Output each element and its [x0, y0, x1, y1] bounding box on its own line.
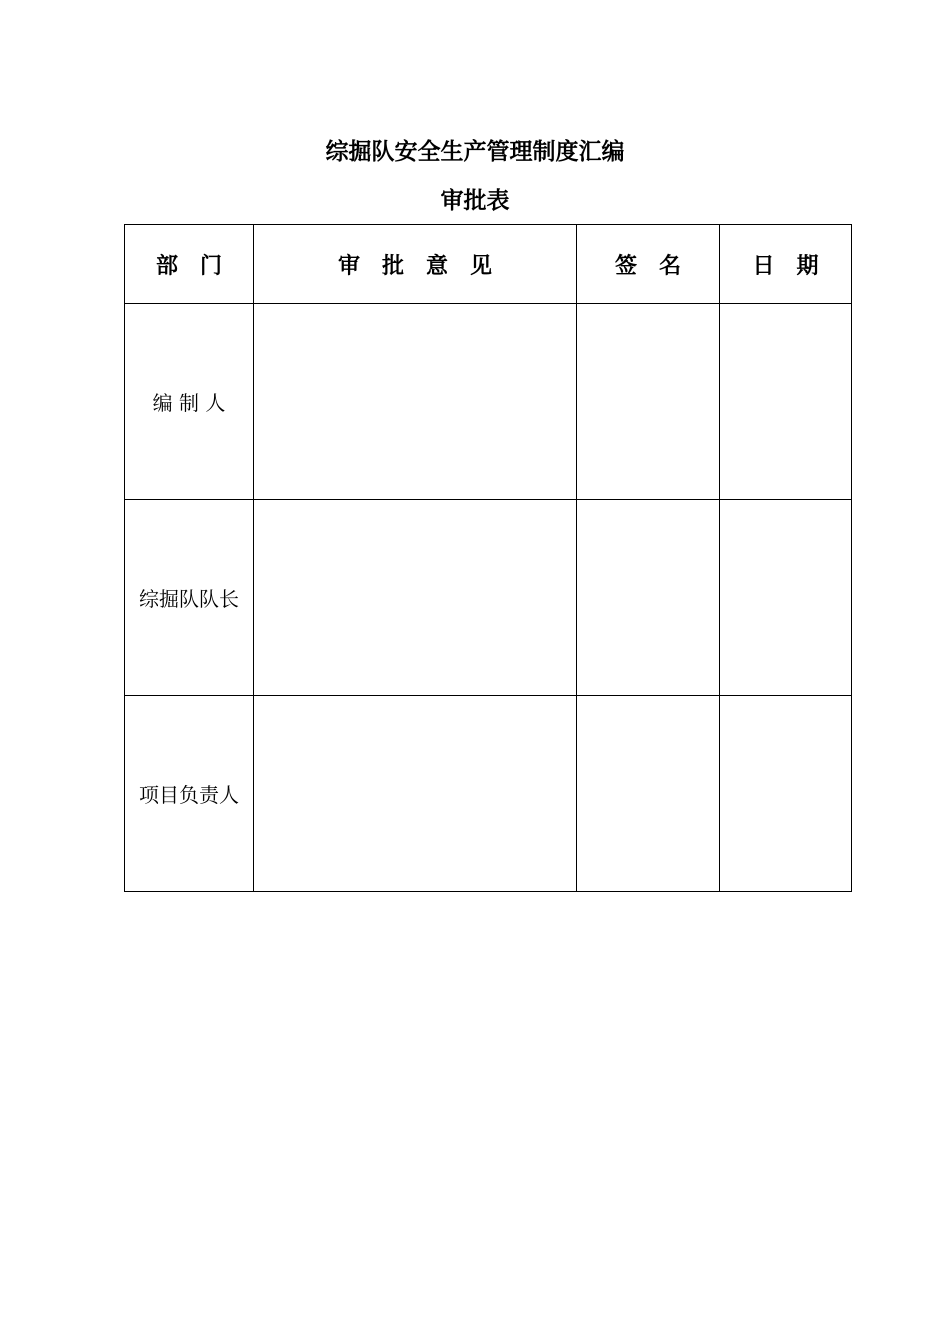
signature-cell[interactable] — [577, 304, 720, 500]
opinion-cell[interactable] — [254, 304, 577, 500]
table-row — [125, 500, 852, 696]
table-header-row — [125, 225, 852, 304]
opinion-cell[interactable] — [254, 696, 577, 892]
department-cell: 项目负责人 — [125, 696, 254, 892]
opinion-cell[interactable] — [254, 500, 577, 696]
department-cell: 编 制 人 — [125, 304, 254, 500]
date-cell[interactable] — [720, 304, 852, 500]
approval-table — [124, 224, 852, 892]
table-row — [125, 304, 852, 500]
document-subtitle: 审批表 — [440, 188, 510, 214]
header-opinion: 审 批 意 见 — [254, 225, 577, 304]
table-row — [125, 696, 852, 892]
department-cell: 综掘队队长 — [125, 500, 254, 696]
header-department: 部 门 — [125, 225, 254, 304]
signature-cell[interactable] — [577, 696, 720, 892]
document-title: 综掘队安全生产管理制度汇编 — [325, 139, 625, 165]
header-signature: 签 名 — [577, 225, 720, 304]
signature-cell[interactable] — [577, 500, 720, 696]
date-cell[interactable] — [720, 500, 852, 696]
date-cell[interactable] — [720, 696, 852, 892]
header-date: 日 期 — [720, 225, 852, 304]
